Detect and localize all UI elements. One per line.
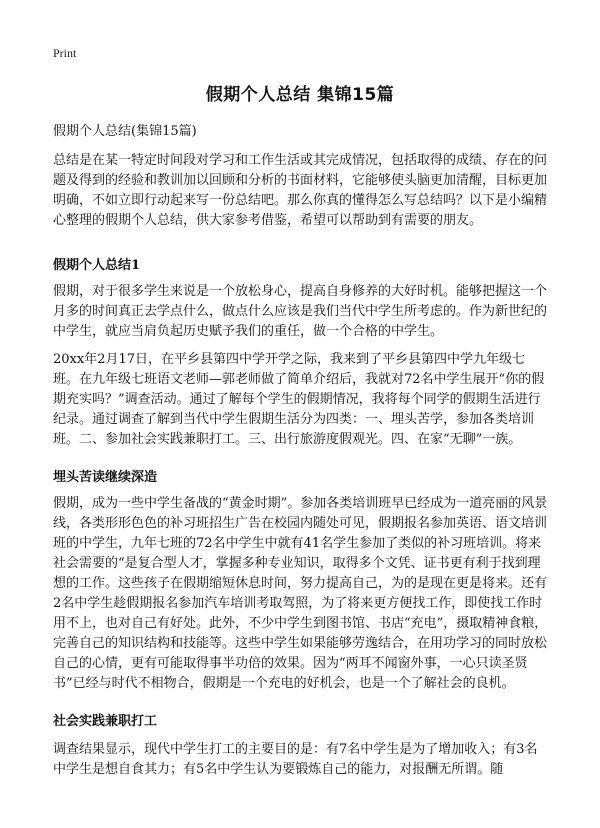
section3-text-1: 调查结果显示，现代中学生打工的主要目的是：有7名中学生是为了增加收入；有3名中学生是想自食其力；有5名中学生认为要锻炼自己的能力，对报酬无所谓。随	[53, 742, 538, 777]
intro-paragraph	[53, 151, 549, 231]
section1-text-1: 假期，对于很多学生来说是一个放松身心，提高自身修养的大好时机。能够把握这一个月多的时间真正去学点什么，做点什么应该是我们当代中学生所考虑的。作为新世纪的中学生，就应当肩负起历史赋予我们的重任，做一个合格的中学生。	[53, 284, 548, 339]
section2-heading: 埋头苦读继续深造	[53, 470, 158, 485]
document-subtitle: 假期个人总结(集锦15篇)	[53, 124, 197, 139]
print-label: Print	[53, 46, 77, 60]
section3-paragraph-1	[53, 740, 549, 780]
section1-paragraph-2	[53, 350, 549, 450]
section2-paragraph-1	[53, 494, 549, 694]
section3-heading: 社会实践兼职打工	[53, 714, 158, 729]
section1-heading: 假期个人总结1	[53, 258, 141, 273]
intro-text: 总结是在某一特定时间段对学习和工作生活或其完成情况，包括取得的成绩、存在的问题及得到的经验和教训加以回顾和分析的书面材料，它能够使头脑更加清醒，目标更加明确，不如立即行动起来写一份总结吧。那么你真的懂得怎么写总结吗？以下是小编精心整理的假期个人总结，供大家参考借鉴，希望可以帮助到有需要的朋友。	[53, 153, 548, 228]
section1-text-2: 20xx年2月17日，在平乡县第四中学开学之际，我来到了平乡县第四中学九年级七班。在九年级七班语文老师—郭老师做了简单介绍后，我就对72名中学生展开“你的假期充实吗？”调查活动。通过了解每个学生的假期情况，我将每个同学的假期生活进行纪录。通过调查了解到当代中学生假期生活分为四类：一、埋头苦学，参加各类培训班。二、参加社会实践兼职打工。三、出行旅游度假观光。四、在家“无聊”一族。	[53, 352, 545, 447]
section1-paragraph-1	[53, 282, 549, 342]
document-title: 假期个人总结 集锦15篇	[205, 85, 395, 105]
section2-text-1: 假期，成为一些中学生备战的“黄金时期”。参加各类培训班早已经成为一道亮丽的风景线，各类形形色色的补习班招生广告在校园内随处可见，假期报名参加英语、语文培训班的中学生，九年七班的72名中学生中就有41名学生参加了类似的补习班培训。将来社会需要的“是复合型人才，掌握多种专业知识，取得多个文凭、证书更有利于找到理想的工作。这些孩子在假期缩短休息时间，努力提高自己，为的是现在更是将来。还有2名中学生趁假期报名参加汽车培训考取驾照，为了将来更方便找工作，即使找工作时用不上，也对自己有好处。此外，不少中学生到图书馆、书店“充电”，摄取精神食粮，完善自己的知识结构和技能等。这些中学生如果能够劳逸结合，在用功学习的同时放松自己的心情，更有可能取得事半功倍的效果。因为“两耳不闻窗外事，一心只读圣贤书”已经与时代不相物合，假期是一个充电的好机会，也是一个了解社会的良机。	[53, 496, 548, 691]
